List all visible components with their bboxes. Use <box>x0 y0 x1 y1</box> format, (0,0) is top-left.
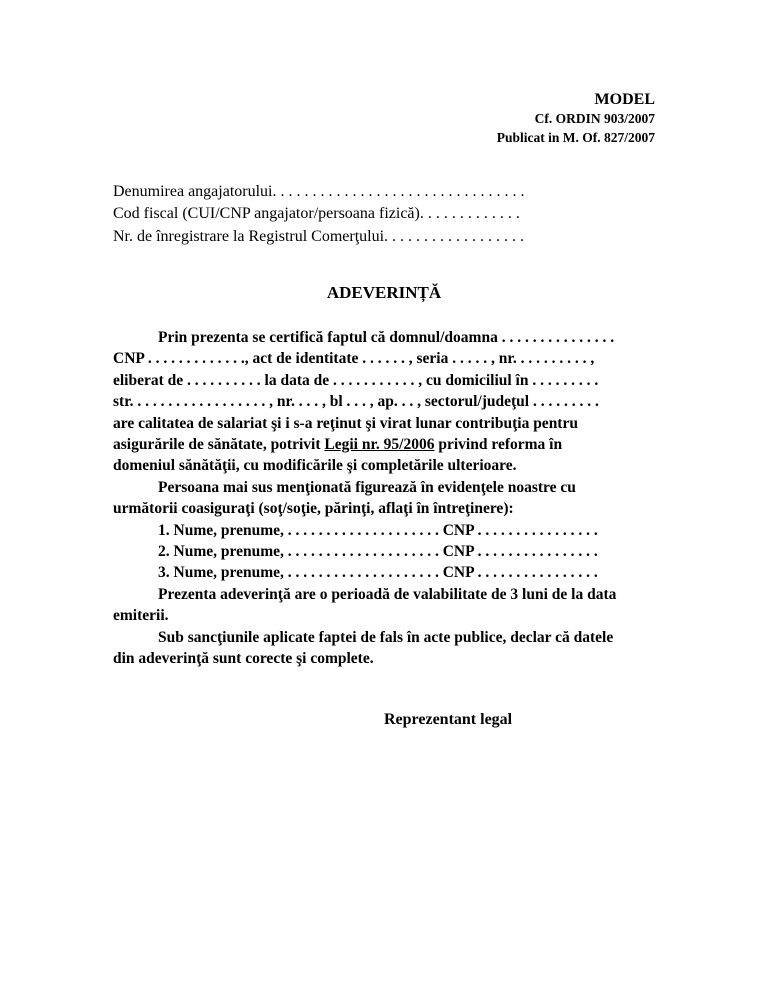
paragraph1-line3 <box>113 370 654 391</box>
paragraph1-line6-pre: asigurările de sănătate, potrivit <box>113 436 325 454</box>
publication-reference: Publicat in M. Of. 827/2007 <box>496 130 655 145</box>
paragraph1-line4-text: str. . . . . . . . . . . . . . . . . . , nr. . . . , bl . . . , ap. . . , sectorul/judeţul . . . . . . . . . <box>113 393 599 411</box>
ordin-reference: Cf. ORDIN 903/2007 <box>534 111 655 126</box>
paragraph2-line1: Persoana mai sus menţionată figurează în evidenţele noastre cu <box>158 478 576 496</box>
fiscal-code-line: Cod fiscal (CUI/CNP angajator/persoana fizică). . . . . . . . . . . . . <box>113 205 520 222</box>
coinsured-item: 3. Nume, prenume, . . . . . . . . . . . . . . . . . . . . CNP . . . . . . . . . . . . . . . . <box>158 564 598 582</box>
law-link[interactable]: Legii nr. 95/2006 <box>324 436 435 454</box>
coinsured-item: 2. Nume, prenume, . . . . . . . . . . . . . . . . . . . . CNP . . . . . . . . . . . . . . . . <box>158 543 598 561</box>
paragraph1-line4 <box>113 391 654 412</box>
validity-line2: emiterii. <box>113 607 169 625</box>
paragraph1-line5: are calitatea de salariat şi i s-a reţinut şi virat lunar contribuţia pentru <box>113 414 578 432</box>
employer-name-line: Denumirea angajatorului. . . . . . . . . . . . . . . . . . . . . . . . . . . . . . . . <box>113 183 525 200</box>
paragraph1-line6-post: privind reforma în <box>434 436 563 454</box>
paragraph1-line2-text: CNP . . . . . . . . . . . . ., act de identitate . . . . . . , seria . . . . . , nr. . . . . . . . . . , <box>113 350 595 368</box>
trade-register-line: Nr. de înregistrare la Registrul Comerţului. . . . . . . . . . . . . . . . . . <box>113 228 525 245</box>
paragraph1-line6 <box>113 434 654 455</box>
paragraph1-line2 <box>113 348 654 369</box>
paragraph1-line3-text: eliberat de . . . . . . . . . . la data de . . . . . . . . . . . , cu domiciliul în . . . . . . . . . <box>113 371 599 389</box>
document-title: ADEVERINȚĂ <box>326 283 442 302</box>
sanctions-line1: Sub sancţiunile aplicate faptei de fals în acte publice, declar că datele <box>158 628 614 646</box>
coinsured-item: 1. Nume, prenume, . . . . . . . . . . . . . . . . . . . . CNP . . . . . . . . . . . . . . . . <box>158 521 598 539</box>
model-label: MODEL <box>594 91 655 108</box>
paragraph1-line1: Prin prezenta se certifică faptul că domnul/doamna . . . . . . . . . . . . . . . <box>158 329 615 346</box>
certificate-body <box>113 327 654 670</box>
sanctions-line2: din adeverinţă sunt corecte şi complete. <box>113 650 374 668</box>
paragraph1-line7: domeniul sănătăţii, cu modificările şi completările ulterioare. <box>113 457 517 475</box>
paragraph2-line2: următorii coasiguraţi (soţ/soţie, părinţi, aflaţi în întreţinere): <box>113 500 514 518</box>
validity-line1: Prezenta adeverinţă are o perioadă de valabilitate de 3 luni de la data <box>158 585 617 603</box>
legal-representative-signature: Reprezentant legal <box>384 711 513 728</box>
